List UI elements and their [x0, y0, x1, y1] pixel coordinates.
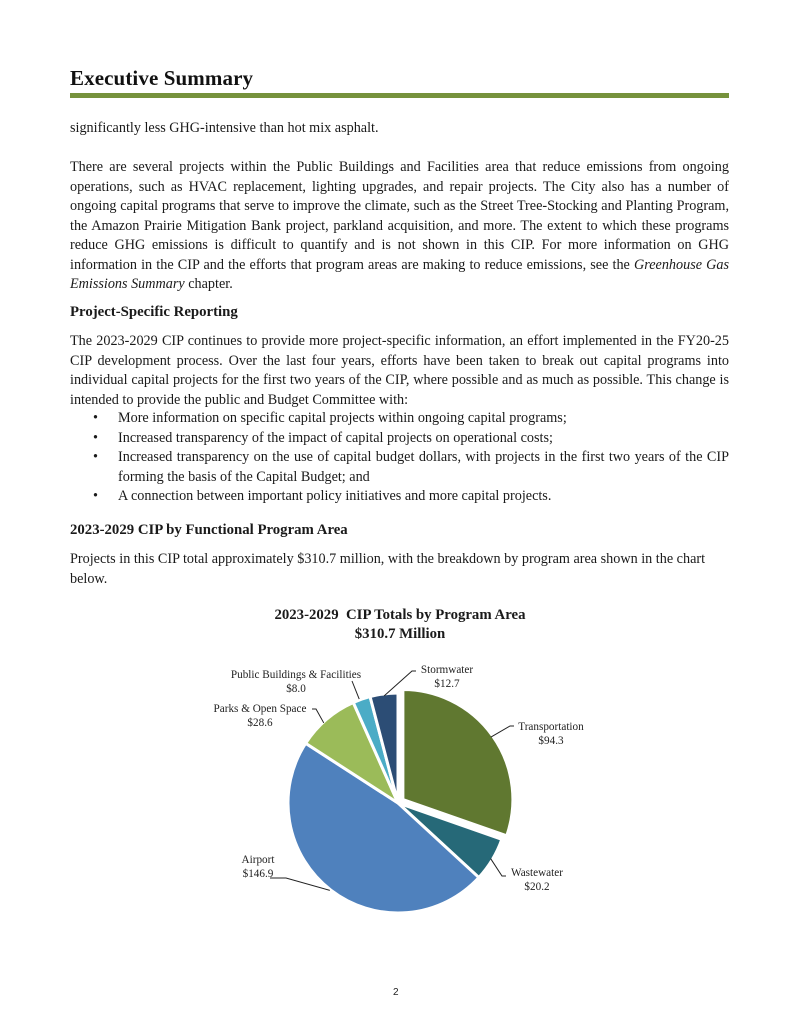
- list-item-text: Increased transparency on the use of capital budget dollars, with projects in the first two years of the CIP forming the basis of the Capital Budget; and: [118, 449, 729, 485]
- chapter-reference: Greenhouse Gas Emissions Summary: [70, 256, 730, 292]
- slice-label-value: $8.0: [286, 683, 306, 695]
- slice-label-name: Airport: [241, 854, 275, 866]
- chart-title: 2023-2029 CIP Totals by Program Area: [274, 607, 526, 623]
- list-item-text: A connection between important policy initiatives and more capital projects.: [118, 488, 552, 504]
- slice-label-value: $94.3: [538, 735, 564, 747]
- leader-line: [352, 681, 359, 699]
- paragraph-text-end: chapter.: [184, 276, 233, 292]
- slice-label-name: Transportation: [518, 721, 584, 733]
- slice-label-value: $146.9: [242, 868, 274, 880]
- slice-label-name: Wastewater: [511, 867, 563, 879]
- bullet-icon: •: [93, 410, 98, 426]
- paragraph-project-specific: The 2023-2029 CIP continues to provide more project-specific information, an effort implemented in the FY20-25 CIP development process. Over the last four years, efforts have been taken to break out capital programs into individual capital projects for the first two years of the CIP, where possible and as much as possible. This change is intended to provide the public and Budget Committee with:: [70, 333, 729, 408]
- leader-line: [312, 709, 324, 723]
- slice-label-value: $20.2: [524, 881, 550, 893]
- bullet-icon: •: [93, 449, 98, 465]
- section-heading-functional-area: 2023-2029 CIP by Functional Program Area: [70, 522, 348, 538]
- bullet-icon: •: [93, 429, 98, 446]
- slice-label-name: Public Buildings & Facilities: [230, 669, 362, 681]
- section-heading-project-specific: Project-Specific Reporting: [70, 304, 238, 320]
- slice-label-name: Parks & Open Space: [213, 703, 307, 715]
- slice-label-value: $12.7: [434, 678, 460, 690]
- page-title: Executive Summary: [70, 66, 254, 90]
- leader-line: [491, 726, 514, 737]
- list-item-text: Increased transparency of the impact of capital projects on operational costs;: [118, 429, 553, 446]
- bullet-icon: •: [93, 488, 98, 504]
- slice-label-name: Stormwater: [420, 664, 474, 676]
- paragraph-text: There are several projects within the Public Buildings and Facilities area that reduce emissions from ongoing operations, such as HVAC replacement, lighting upgrades, and repair projects. The City also has a number of ongoing capital programs that serve to improve the climate, such as the Street Tree-Stocking and Planting Program, the Amazon Prairie Mitigation Bank project, parkland acquisition, and more. The extent to which these programs reduce GHG emissions is difficult to quantify and is not shown in this CIP. For more information on GHG information in the CIP and the efforts that program areas are making to reduce emissions, see the: [70, 159, 729, 273]
- paragraph-functional-area: Projects in this CIP total approximately $310.7 million, with the breakdown by program area shown in the chart below.: [70, 551, 706, 587]
- chart-subtitle: $310.7 Million: [354, 626, 446, 642]
- paragraph-continuation: significantly less GHG-intensive than hot mix asphalt.: [70, 120, 379, 136]
- page-number: 2: [393, 987, 399, 998]
- list-item-text: More information on specific capital projects within ongoing capital programs;: [118, 410, 567, 426]
- slice-label-value: $28.6: [247, 717, 273, 729]
